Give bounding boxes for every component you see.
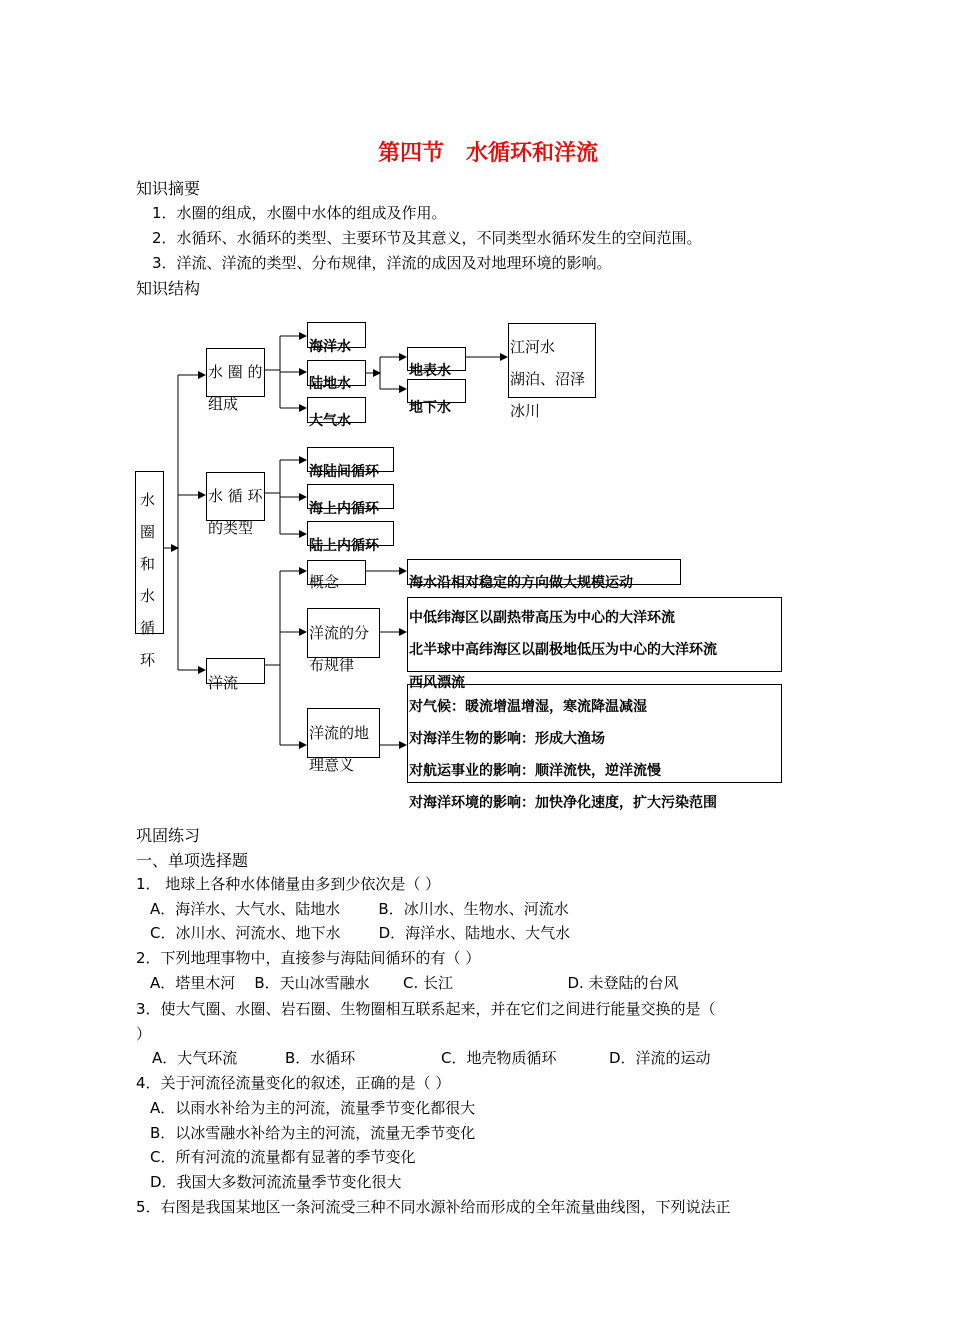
significance-item: 对海洋环境的影响：加快净化速度，扩大污染范围	[409, 795, 717, 811]
ground-water-label: 地下水	[409, 400, 451, 416]
concept-def: 海水沿相对稳定的方向做大规模运动	[409, 575, 633, 591]
question-1-stem: 1． 地球上各种水体储量由多到少依次是（ ）	[136, 875, 441, 893]
question-3-options: A．大气环流 B．水循环 C．地壳物质循环 D．洋流的运动	[152, 1049, 711, 1067]
significance-label: 理意义	[309, 756, 355, 774]
question-1-options: A．海洋水、大气水、陆地水 B．冰川水、生物水、河流水	[150, 900, 569, 918]
distribution-label: 洋流的分	[309, 624, 370, 642]
question-2-options: A．塔里木河 B．天山冰雪融水 C. 长江 D. 未登陆的台风	[150, 974, 679, 992]
cycle-type-sea-land: 海陆间循环	[309, 464, 379, 480]
cycle-type-land: 陆上内循环	[309, 538, 379, 554]
summary-item: 1．水圈的组成，水圈中水体的组成及作用。	[152, 204, 447, 222]
question-3-stem: 3．使大气圈、水圈、岩石圈、生物圈相互联系起来，并在它们之间进行能量交换的是（	[136, 1000, 716, 1018]
page-title: 第四节 水循环和洋流	[377, 141, 598, 166]
distribution-list-box	[407, 597, 782, 672]
question-3-stem: ）	[136, 1025, 152, 1043]
surface-water-label: 地表水	[409, 363, 451, 379]
question-4-option: A．以雨水补给为主的河流，流量季节变化都很大	[150, 1099, 476, 1117]
water-type-ocean: 海洋水	[309, 339, 351, 355]
surface-water-item: 江河水	[510, 338, 556, 356]
current-label: 洋流	[208, 674, 239, 692]
cycle-type-ocean: 海上内循环	[309, 501, 379, 517]
root-label: 水 圈 和 水 循 环	[140, 491, 156, 669]
distribution-item: 西风漂流	[409, 675, 465, 691]
summary-item: 2．水循环、水循环的类型、主要环节及其意义，不同类型水循环发生的空间范围。	[152, 229, 702, 247]
summary-item: 3．洋流、洋流的类型、分布规律，洋流的成因及对地理环境的影响。	[152, 254, 612, 272]
significance-item: 对海洋生物的影响：形成大渔场	[409, 731, 605, 747]
question-4-option: B．以冰雪融水补给为主的河流，流量无季节变化	[150, 1124, 476, 1142]
significance-item: 对航运事业的影响：顺洋流快，逆洋流慢	[409, 763, 661, 779]
hydrosphere-label: 组成	[208, 395, 239, 413]
significance-item: 对气候：暖流增温增湿，寒流降温减湿	[409, 699, 647, 715]
question-2-stem: 2．下列地理事物中，直接参与海陆间循环的有（ ）	[136, 949, 481, 967]
cycle-label: 的类型	[208, 519, 254, 537]
question-4-option: C．所有河流的流量都有显著的季节变化	[150, 1148, 416, 1166]
summary-heading: 知识摘要	[136, 179, 201, 198]
question-4-option: D．我国大多数河流流量季节变化很大	[150, 1173, 402, 1191]
distribution-label: 布规律	[309, 656, 355, 674]
structure-heading: 知识结构	[136, 279, 201, 298]
section-heading: 一、单项选择题	[136, 851, 249, 870]
distribution-item: 中低纬海区以副热带高压为中心的大洋环流	[409, 610, 675, 626]
surface-water-item: 湖泊、沼泽	[510, 370, 586, 388]
distribution-item: 北半球中高纬海区以副极地低压为中心的大洋环流	[409, 642, 717, 658]
question-4-stem: 4．关于河流径流量变化的叙述，正确的是（ ）	[136, 1074, 451, 1092]
water-type-land: 陆地水	[309, 376, 351, 392]
hydrosphere-label: 水 圈 的	[208, 363, 263, 381]
cycle-label: 水 循 环	[208, 487, 263, 505]
surface-water-item: 冰川	[510, 402, 541, 420]
question-1-options: C．冰川水、河流水、地下水 D．海洋水、陆地水、大气水	[150, 924, 571, 942]
concept-label: 概念	[309, 573, 340, 591]
question-5-stem: 5．右图是我国某地区一条河流受三种不同水源补给而形成的全年流量曲线图，下列说法正	[136, 1198, 731, 1216]
water-type-air: 大气水	[309, 413, 351, 429]
practice-heading: 巩固练习	[136, 826, 201, 845]
significance-label: 洋流的地	[309, 724, 370, 742]
